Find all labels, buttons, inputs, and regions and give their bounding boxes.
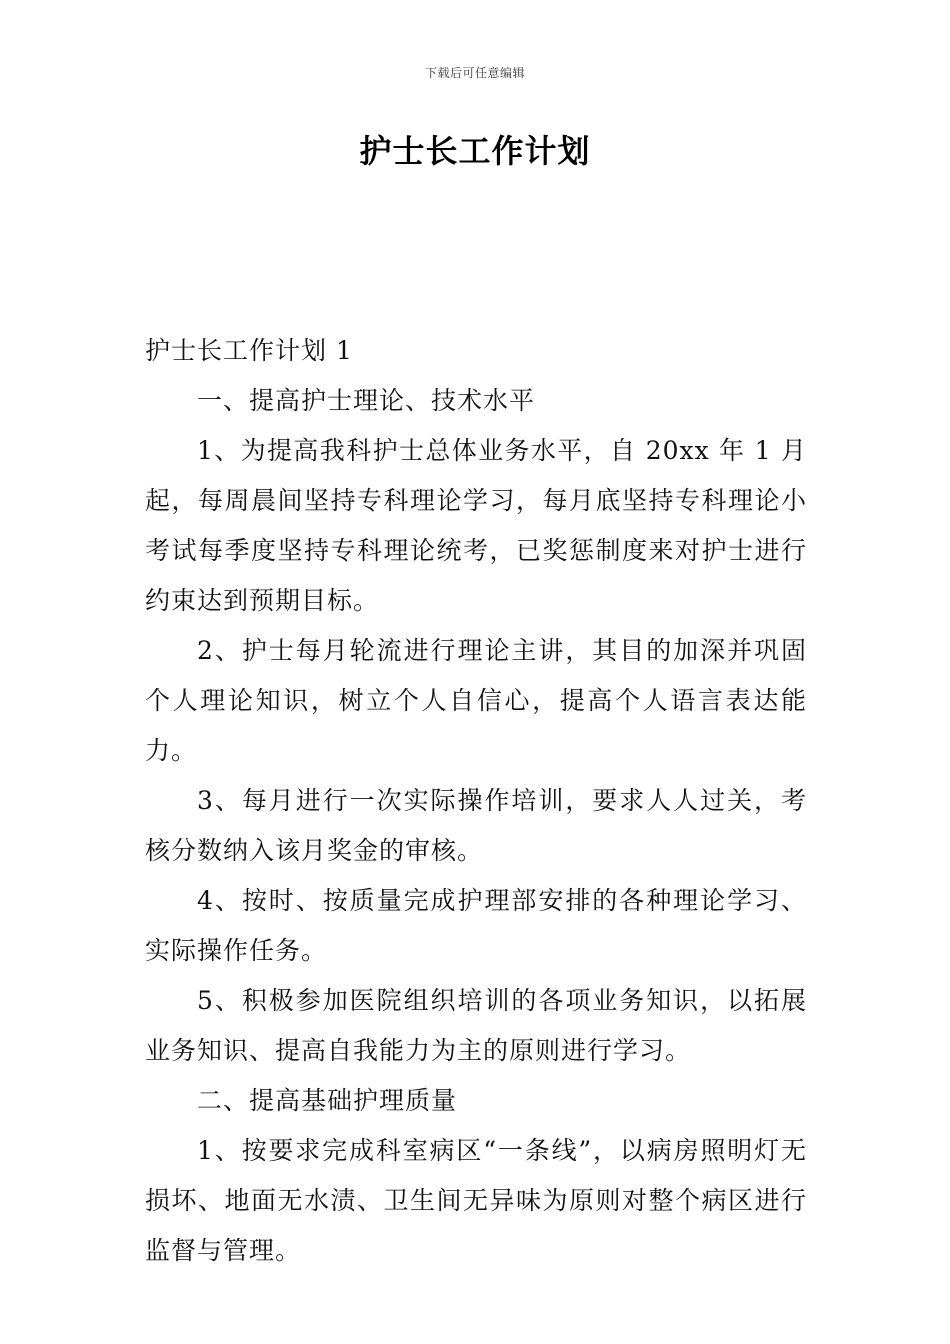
document-body [145, 326, 807, 1276]
paragraph-1: 1、为提高我科护士总体业务水平，自 20xx 年 1 月起，每周晨间坚持专科理论学习，每月底坚持专科理论小考试每季度坚持专科理论统考，已奖惩制度来对护士进行约束达到预期目标。 [145, 436, 807, 615]
paragraph-3: 3、每月进行一次实际操作培训，要求人人过关，考核分数纳入该月奖金的审核。 [145, 786, 807, 865]
paragraph-4: 4、按时、按质量完成护理部安排的各种理论学习、实际操作任务。 [145, 886, 807, 965]
paragraph-5: 5、积极参加医院组织培训的各项业务知识，以拓展业务知识、提高自我能力为主的原则进行学习。 [145, 986, 807, 1065]
subheading-1: 一、提高护士理论、技术水平 [197, 386, 536, 415]
section-heading: 护士长工作计划 1 [145, 336, 353, 365]
document-title: 护士长工作计划 [359, 132, 591, 170]
subheading-2: 二、提高基础护理质量 [197, 1086, 458, 1115]
paragraph-2: 2、护士每月轮流进行理论主讲，其目的加深并巩固个人理论知识，树立个人自信心，提高个人语言表达能力。 [145, 636, 807, 765]
paragraph-6: 1、按要求完成科室病区“一条线”，以病房照明灯无损坏、地面无水渍、卫生间无异味为原则对整个病区进行监督与管理。 [145, 1136, 807, 1265]
header-note: 下载后可任意编辑 [424, 66, 525, 80]
